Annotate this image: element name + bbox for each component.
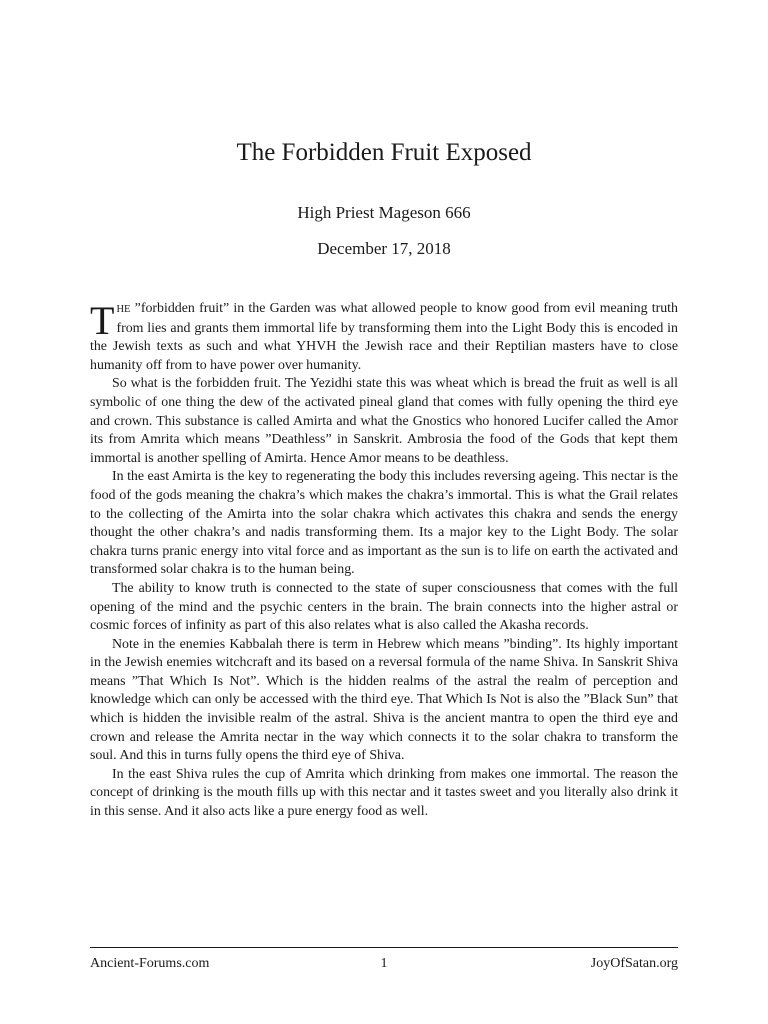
document-author: High Priest Mageson 666	[297, 203, 471, 222]
footer-left-link[interactable]: Ancient-Forums.com	[90, 956, 210, 971]
paragraph-4: The ability to know truth is connected to the state of super consciousness that comes with the full opening of the mind and the psychic centers in the brain. The brain connects into the higher astral or cosmic forces of infinity as part of this also relates what is also called the Akasha records.	[90, 580, 678, 634]
paragraph-6: In the east Shiva rules the cup of Amrita which drinking from makes one immortal. The reason the concept of drinking is the mouth fills up with this nectar and it tastes sweet and you literally also drink it in this sense. And it also acts like a pure energy food as well.	[90, 766, 678, 820]
document-body	[90, 300, 678, 822]
footer-right-link[interactable]: JoyOfSatan.org	[590, 956, 678, 971]
footer-rule	[90, 947, 678, 948]
paragraph-5: Note in the enemies Kabbalah there is term in Hebrew which means ”binding”. Its highly important in the Jewish enemies witchcraft and its based on a reversal formula of the name Shiva. In Sanskrit Shiva means ”That Which Is Not”. Which is the hidden realms of the astral the realm of perception and knowledge which can only be accessed with the third eye. That Which Is Not is also the ”Black Sun” that which is hidden the invisible realm of the astral. Shiva is the ancient mantra to open the third eye and crown and release the Amrita nectar in the way which connects it to the solar chakra to transform the soul. And this in turns fully opens the third eye of Shiva.	[90, 636, 678, 764]
small-caps-lead: HE	[116, 304, 131, 315]
drop-cap: T	[90, 298, 115, 343]
paragraph-1	[90, 300, 678, 375]
document-date: December 17, 2018	[317, 239, 451, 258]
page-number: 1	[380, 956, 388, 971]
paragraph-2: So what is the forbidden fruit. The Yezidhi state this was wheat which is bread the fruit as well is all symbolic of one thing the dew of the activated pineal gland that comes with fully opening the third eye and crown. This substance is called Amirta and what the Gnostics who honored Lucifer called the Amor its from Amrita which means ”Deathless” in Sanskrit. Ambrosia the food of the Gods that kept them immortal is another spelling of Amirta. Hence Amor means to be deathless.	[90, 376, 678, 466]
document-page	[90, 0, 678, 1024]
document-title: The Forbidden Fruit Exposed	[236, 139, 532, 166]
paragraph-3: In the east Amirta is the key to regenerating the body this includes reversing ageing. This nectar is the food of the gods meaning the chakra’s which makes the chakra’s immortal. This is what the Grail relates to the collecting of the Amirta into the solar chakra which activates this chakra and sends the energy thought the other chakra’s and nadis transforming them. Its a major key to the Light Body. The solar chakra turns pranic energy into vital force and as important as the sun is to life on earth the activated and transformed solar chakra is to the human being.	[90, 469, 678, 578]
paragraph-1-text: ”forbidden fruit” in the Garden was what allowed people to know good from evil meaning truth from lies and grants them immortal life by transforming them into the Light Body this is encoded in the Jewish texts as such and what YHVH the Jewish race and their Reptilian masters have to close humanity off from to have power over humanity.	[90, 301, 678, 373]
